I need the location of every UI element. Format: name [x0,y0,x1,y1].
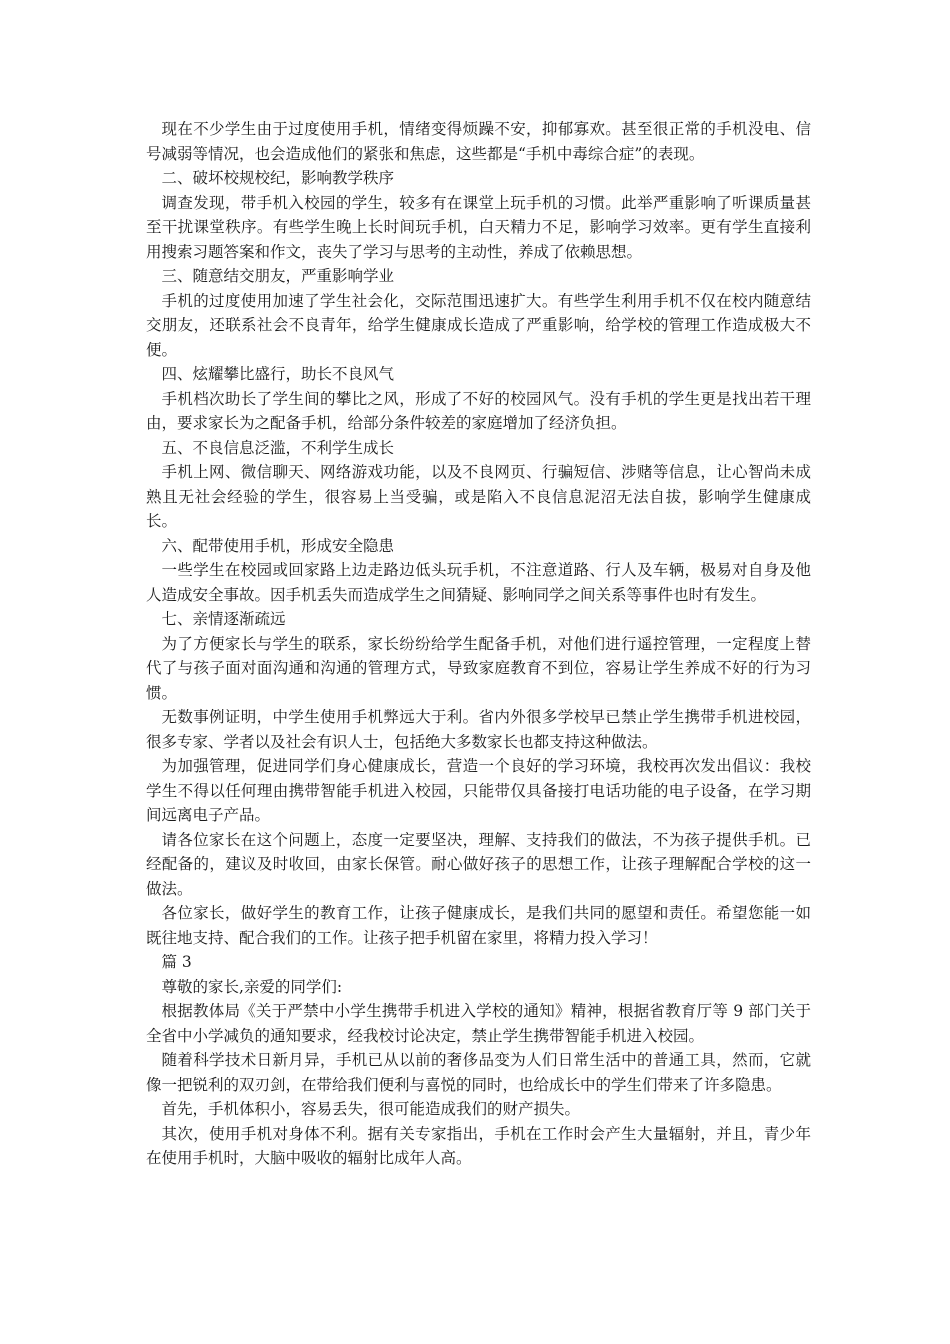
section-heading: 五、不良信息泛滥，不利学生成长 [161,438,395,457]
paragraph: 首先，手机体积小，容易丢失，很可能造成我们的财产损失。 [161,1100,581,1118]
paragraph: 随着科学技术日新月异，手机已从以前的奢侈品变为人们日常生活中的普通工具，然而，它就像一把锐利的双刃剑，在带给我们便利与喜悦的同时，也给成长中的学生们带来了许多隐患。 [146,1051,811,1094]
paragraph: 为了方便家长与学生的联系，家长纷纷给学生配备手机，对他们进行遥控管理，一定程度上替代了与孩子面对面沟通和沟通的管理方式，导致家庭教育不到位，容易让学生养成不好的行为习惯。 [146,634,811,702]
paragraph: 调查发现，带手机入校园的学生，较多有在课堂上玩手机的习惯。此举严重影响了听课质量甚至干扰课堂秩序。有些学生晚上长时间玩手机，白天精力不足，影响学习效率。更有学生直接利用搜索习题答案和作文，丧失了学习与思考的主动性，养成了依赖思想。 [146,193,811,261]
section-heading: 三、随意结交朋友，严重影响学业 [161,267,395,285]
paragraph: 无数事例证明，中学生使用手机弊远大于利。省内外很多学校早已禁止学生携带手机进校园，很多专家、学者以及社会有识人士，包括绝大多数家长也都支持这种做法。 [146,708,811,751]
paragraph: 根据教体局《关于严禁中小学生携带手机进入学校的通知》精神，根据省教育厅等 9 部门关于全省中小学减负的通知要求，经我校讨论决定，禁止学生携带智能手机进入校园。 [146,1002,811,1045]
section-heading: 七、亲情逐渐疏远 [161,610,286,628]
paragraph: 其次，使用手机对身体不利。据有关专家指出，手机在工作时会产生大量辐射，并且，青少年在使用手机时，大脑中吸收的辐射比成年人高。 [146,1124,811,1167]
section-heading: 四、炫耀攀比盛行，助长不良风气 [161,365,395,383]
salutation: 尊敬的家长,亲爱的同学们: [161,977,343,996]
paragraph: 各位家长，做好学生的教育工作，让孩子健康成长，是我们共同的愿望和责任。希望您能一如既往地支持、配合我们的工作。让孩子把手机留在家里，将精力投入学习！ [146,904,811,947]
paragraph: 为加强管理，促进同学们身心健康成长，营造一个良好的学习环境，我校再次发出倡议：我校学生不得以任何理由携带智能手机进入校园，只能带仅具备接打电话功能的电子设备，在学习期间远离电子产品。 [146,757,811,824]
paragraph: 手机的过度使用加速了学生社会化，交际范围迅速扩大。有些学生利用手机不仅在校内随意结交朋友，还联系社会不良青年，给学生健康成长造成了严重影响，给学校的管理工作造成极大不便。 [146,291,811,359]
section-heading: 二、破坏校规校纪，影响教学秩序 [161,169,395,187]
paragraph: 手机档次助长了学生间的攀比之风，形成了不好的校园风气。没有手机的学生更是找出若干理由，要求家长为之配备手机，给部分条件较差的家庭增加了经济负担。 [146,389,811,432]
paragraph: 手机上网、微信聊天、网络游戏功能，以及不良网页、行骗短信、涉赌等信息，让心智尚未成熟且无社会经验的学生，很容易上当受骗，或是陷入不良信息泥沼无法自拔，影响学生健康成长。 [146,463,811,530]
section-heading: 六、配带使用手机，形成安全隐患 [161,536,395,555]
document-body [146,117,811,1171]
paragraph: 一些学生在校园或回家路上边走路边低头玩手机，不注意道路、行人及车辆，极易对自身及他人造成安全事故。因手机丢失而造成学生之间猜疑、影响同学之间关系等事件也时有发生。 [146,561,811,604]
paragraph: 请各位家长在这个问题上，态度一定要坚决，理解、支持我们的做法，不为孩子提供手机。已经配备的，建议及时收回，由家长保管。耐心做好孩子的思想工作，让孩子理解配合学校的这一做法。 [146,830,811,898]
section-label: 篇 3 [161,953,192,971]
paragraph: 现在不少学生由于过度使用手机，情绪变得烦躁不安，抑郁寡欢。甚至很正常的手机没电、信号减弱等情况，也会造成他们的紧张和焦虑，这些都是“手机中毒综合症”的表现。 [146,120,811,163]
